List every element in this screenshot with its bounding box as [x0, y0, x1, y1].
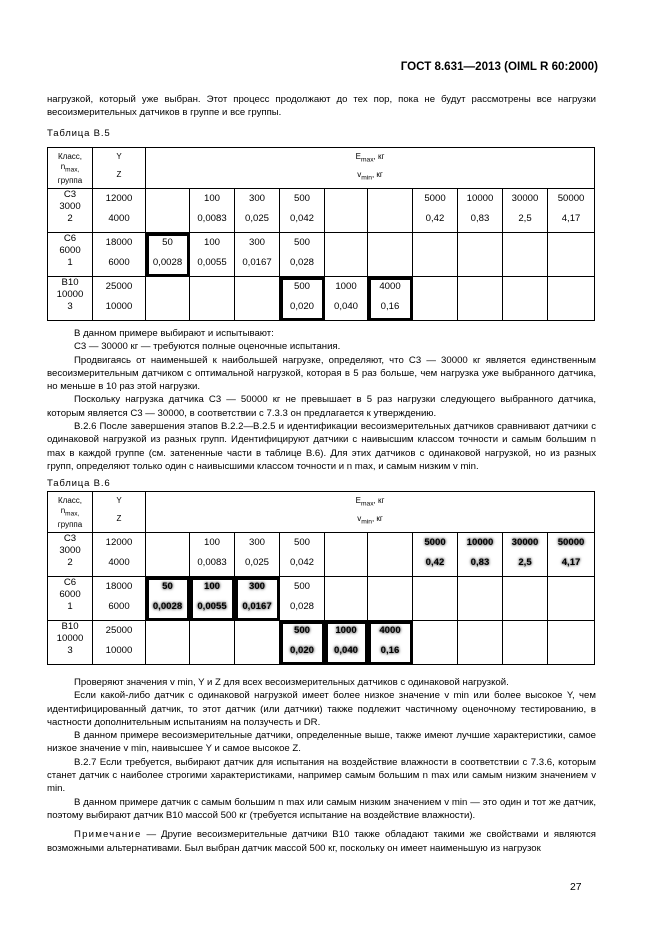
- table-b5: [47, 147, 595, 321]
- load-cell: [368, 233, 413, 277]
- load-cell: [548, 233, 595, 277]
- note-label: Примечание: [74, 829, 142, 841]
- load-cell: 300 0,025: [235, 533, 280, 577]
- load-cell: [368, 577, 413, 621]
- middle-text: [47, 327, 596, 473]
- load-cell: [413, 577, 458, 621]
- load-cell: 10000 0,83: [458, 533, 503, 577]
- load-cell: 30000 2,5: [503, 189, 548, 233]
- bot-p3: В данном примере весоизмерительные датчики, определенные выше, также имеют лучшие характеристики, самое низкое значение v min, наивысшее Y и самое высокое Z.: [47, 730, 596, 755]
- table-b5-caption: Таблица В.5: [47, 128, 111, 139]
- note-text: — Другие весоизмерительные датчики В10 также обладают такими же свойствами и являются возможными альтернативами. Был выбран датчик массой 500 кг, поскольку он имеет наименьшую из нагрузок: [47, 829, 596, 854]
- load-cell: 50 0,0028: [146, 577, 190, 621]
- load-cell: [503, 621, 548, 665]
- row-yz: 25000 10000: [93, 621, 146, 665]
- row-yz: 12000 4000: [93, 189, 146, 233]
- note: [47, 828, 596, 855]
- row-class: C3 3000 2: [48, 533, 93, 577]
- load-cell: [146, 621, 190, 665]
- bot-p5: В данном примере датчик с самым большим n max или самым низким значением v min — это один и тот же датчик, поэтому выбирают датчик В10 массой 500 кг (требуется испытание на воздействие влажности).: [47, 796, 596, 821]
- load-cell: [458, 233, 503, 277]
- load-cell: [235, 621, 280, 665]
- load-cell: [548, 577, 595, 621]
- load-cell: 500 0,020: [280, 621, 325, 665]
- load-cell: 500 0,028: [280, 233, 325, 277]
- load-cell: [458, 621, 503, 665]
- mid-p5: В.2.6 После завершения этапов В.2.2—В.2.5 и идентификации весоизмерительных датчиков сравнивают датчики с одинаковой нагрузкой из разных групп. Идентифицируют датчики с наивысшим классом точности и самым большим n max в каждой группе (см. затененные части в таблице В.6). Для этих датчиков с одинаковой нагрузкой, но из разных групп, определяют только один с наивысшими классом точности и n max, и самым низким v min.: [47, 421, 596, 472]
- load-cell: 100 0,0083: [190, 189, 235, 233]
- load-cell: 50000 4,17: [548, 533, 595, 577]
- load-cell: [458, 277, 503, 321]
- load-cell: [368, 533, 413, 577]
- load-cell: 10000 0,83: [458, 189, 503, 233]
- load-cell: 100 0,0083: [190, 533, 235, 577]
- load-cell: 5000 0,42: [413, 533, 458, 577]
- row-class: B10 10000 3: [48, 621, 93, 665]
- table-row: [48, 621, 595, 665]
- load-cell: 1000 0,040: [325, 277, 368, 321]
- load-cell: [190, 277, 235, 321]
- bot-p2: Если какой-либо датчик с одинаковой нагрузкой имеет более низкое значение v min или более высокое Y, чем идентифицированный датчик, то этот датчик (или датчики) также подлежит частичному оценочному тестированию, в частности дополнительным испытаниям на ползучесть и DR.: [47, 690, 596, 728]
- load-cell: [458, 577, 503, 621]
- row-class: C3 3000 2: [48, 189, 93, 233]
- load-cell: 100 0,0055: [190, 233, 235, 277]
- mid-p4: Поскольку нагрузка датчика С3 — 50000 кг не превышает в 5 раз нагрузки следующего выбранного датчика, которым является С3 — 30000, в соответствии с 7.3.3 он предлагается к утверждению.: [47, 394, 596, 419]
- table-b6: [47, 491, 595, 665]
- table-row: [48, 233, 595, 277]
- table-row: [48, 577, 595, 621]
- table-b6-caption: Таблица В.6: [47, 478, 111, 489]
- load-cell: 30000 2,5: [503, 533, 548, 577]
- header-class: Класс, $n_{max,}$ группа: [48, 492, 93, 533]
- load-cell: [235, 277, 280, 321]
- load-cell: 4000 0,16: [368, 621, 413, 665]
- load-cell: 300 0,0167: [235, 577, 280, 621]
- mid-p2: С3 — 30000 кг — требуются полные оценочные испытания.: [74, 341, 341, 353]
- load-cell: [503, 577, 548, 621]
- load-cell: 500 0,020: [280, 277, 325, 321]
- load-cell: [503, 233, 548, 277]
- row-class: C6 6000 1: [48, 577, 93, 621]
- load-cell: [413, 277, 458, 321]
- intro-paragraph: нагрузкой, который уже выбран. Этот процесс продолжают до тех пор, пока не будут рассмотрены все нагрузки весоизмерительных датчиков в группе и все группы.: [47, 94, 596, 119]
- mid-p1: В данном примере выбирают и испытывают:: [74, 328, 274, 339]
- table-row: [48, 189, 595, 233]
- header-yz: Y Z: [93, 492, 146, 533]
- page-header: ГОСТ 8.631—2013 (OIML R 60:2000): [400, 60, 598, 73]
- header-emax-vmin: $E_{max}$, кг $v_{min}$, кг: [146, 148, 595, 189]
- table-row: [48, 277, 595, 321]
- load-cell: [548, 621, 595, 665]
- load-cell: 4000 0,16: [368, 277, 413, 321]
- table-row: [48, 533, 595, 577]
- row-class: C6 6000 1: [48, 233, 93, 277]
- load-cell: [413, 621, 458, 665]
- load-cell: 1000 0,040: [325, 621, 368, 665]
- load-cell: [325, 189, 368, 233]
- row-yz: 18000 6000: [93, 577, 146, 621]
- load-cell: [325, 233, 368, 277]
- load-cell: 50000 4,17: [548, 189, 595, 233]
- load-cell: 500 0,042: [280, 189, 325, 233]
- load-cell: [413, 233, 458, 277]
- load-cell: [146, 277, 190, 321]
- row-yz: 12000 4000: [93, 533, 146, 577]
- header-yz: Y Z: [93, 148, 146, 189]
- header-emax-vmin: $E_{max}$, кг $v_{min}$, кг: [146, 492, 595, 533]
- load-cell: 50 0,0028: [146, 233, 190, 277]
- bot-p4: В.2.7 Если требуется, выбирают датчик для испытания на воздействие влажности в соответствии с 7.3.6, которым станет датчик с наиболее строгими характеристиками, например самым большим n max или самым низким значением v min.: [47, 756, 596, 795]
- load-cell: 300 0,025: [235, 189, 280, 233]
- load-cell: [368, 189, 413, 233]
- load-cell: 5000 0,42: [413, 189, 458, 233]
- header-class: Класс, $n_{max,}$ группа: [48, 148, 93, 189]
- load-cell: [548, 277, 595, 321]
- load-cell: [146, 533, 190, 577]
- page-number: 27: [570, 882, 582, 893]
- load-cell: [325, 533, 368, 577]
- load-cell: [190, 621, 235, 665]
- load-cell: 100 0,0055: [190, 577, 235, 621]
- load-cell: [146, 189, 190, 233]
- load-cell: [325, 577, 368, 621]
- row-yz: 25000 10000: [93, 277, 146, 321]
- row-class: B10 10000 3: [48, 277, 93, 321]
- load-cell: 500 0,028: [280, 577, 325, 621]
- mid-p3: Продвигаясь от наименьшей к наибольшей нагрузке, определяют, что С3 — 30000 кг является единственным весоизмерительным датчиком с оптимальной нагрузкой, которая в 5 раз больше, чем нагрузка уже выбранного датчика, но меньше в 10 раз этой нагрузки.: [47, 354, 596, 393]
- row-yz: 18000 6000: [93, 233, 146, 277]
- load-cell: [503, 277, 548, 321]
- load-cell: 500 0,042: [280, 533, 325, 577]
- load-cell: 300 0,0167: [235, 233, 280, 277]
- bottom-text: [47, 676, 596, 855]
- bot-p1: Проверяют значения v min, Y и Z для всех весоизмерительных датчиков с одинаковой нагрузкой.: [74, 677, 509, 688]
